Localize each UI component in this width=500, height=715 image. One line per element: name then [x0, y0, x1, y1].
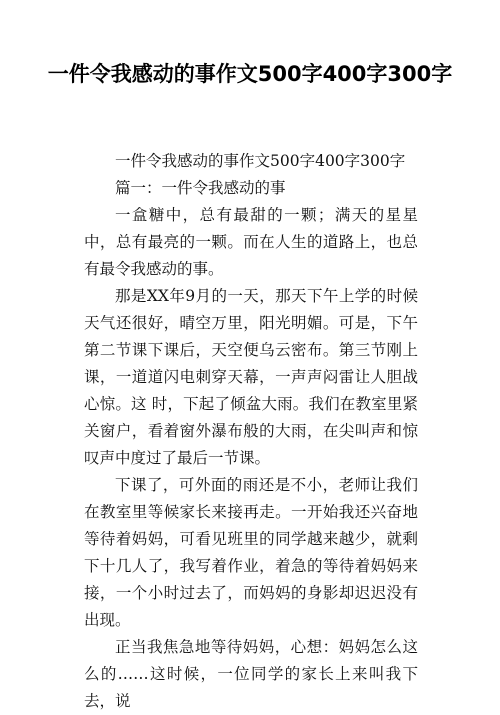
body-paragraph: 正当我焦急地等待妈妈，心想：妈妈怎么这么的……这时候，一位同学的家长上来叫我下去，说 — [84, 638, 418, 710]
body-paragraph: 下课了，可外面的雨还是不小，老师让我们在教室里等候家长来接再走。一开始我还兴奋地等待着妈妈，可看见班里的同学越来越少，就剩下十几人了，我写着作业，着急的等待着妈妈来接，一个小时过去了，而妈妈的身影却迟迟没有出现。 — [84, 476, 418, 629]
section-heading: 篇一：一件令我感动的事 — [115, 179, 286, 197]
body-paragraph: 一盒糖中，总有最甜的一颗；满天的星星中，总有最亮的一颗。而在人生的道路上，也总有最令我感动的事。 — [84, 206, 418, 278]
body-paragraph: 那是XX年9月的一天，那天下午上学的时候天气还很好，晴空万里，阳光明媚。可是，下午第二节课下课后，天空便乌云密布。第三节刚上课，一道道闪电刺穿天幕，一声声闷雷让人胆战心惊。这 时，下起了倾盆大雨。我们在教室里紧关窗户，看着窗外瀑布般的大雨，在尖叫声和惊叹声中度过了最后一节课。 — [84, 287, 418, 467]
document-title: 一件令我感动的事作文500字400字300字 — [47, 62, 453, 86]
subtitle-paragraph: 一件令我感动的事作文500字400字300字 — [115, 152, 406, 170]
document-body — [84, 148, 418, 715]
